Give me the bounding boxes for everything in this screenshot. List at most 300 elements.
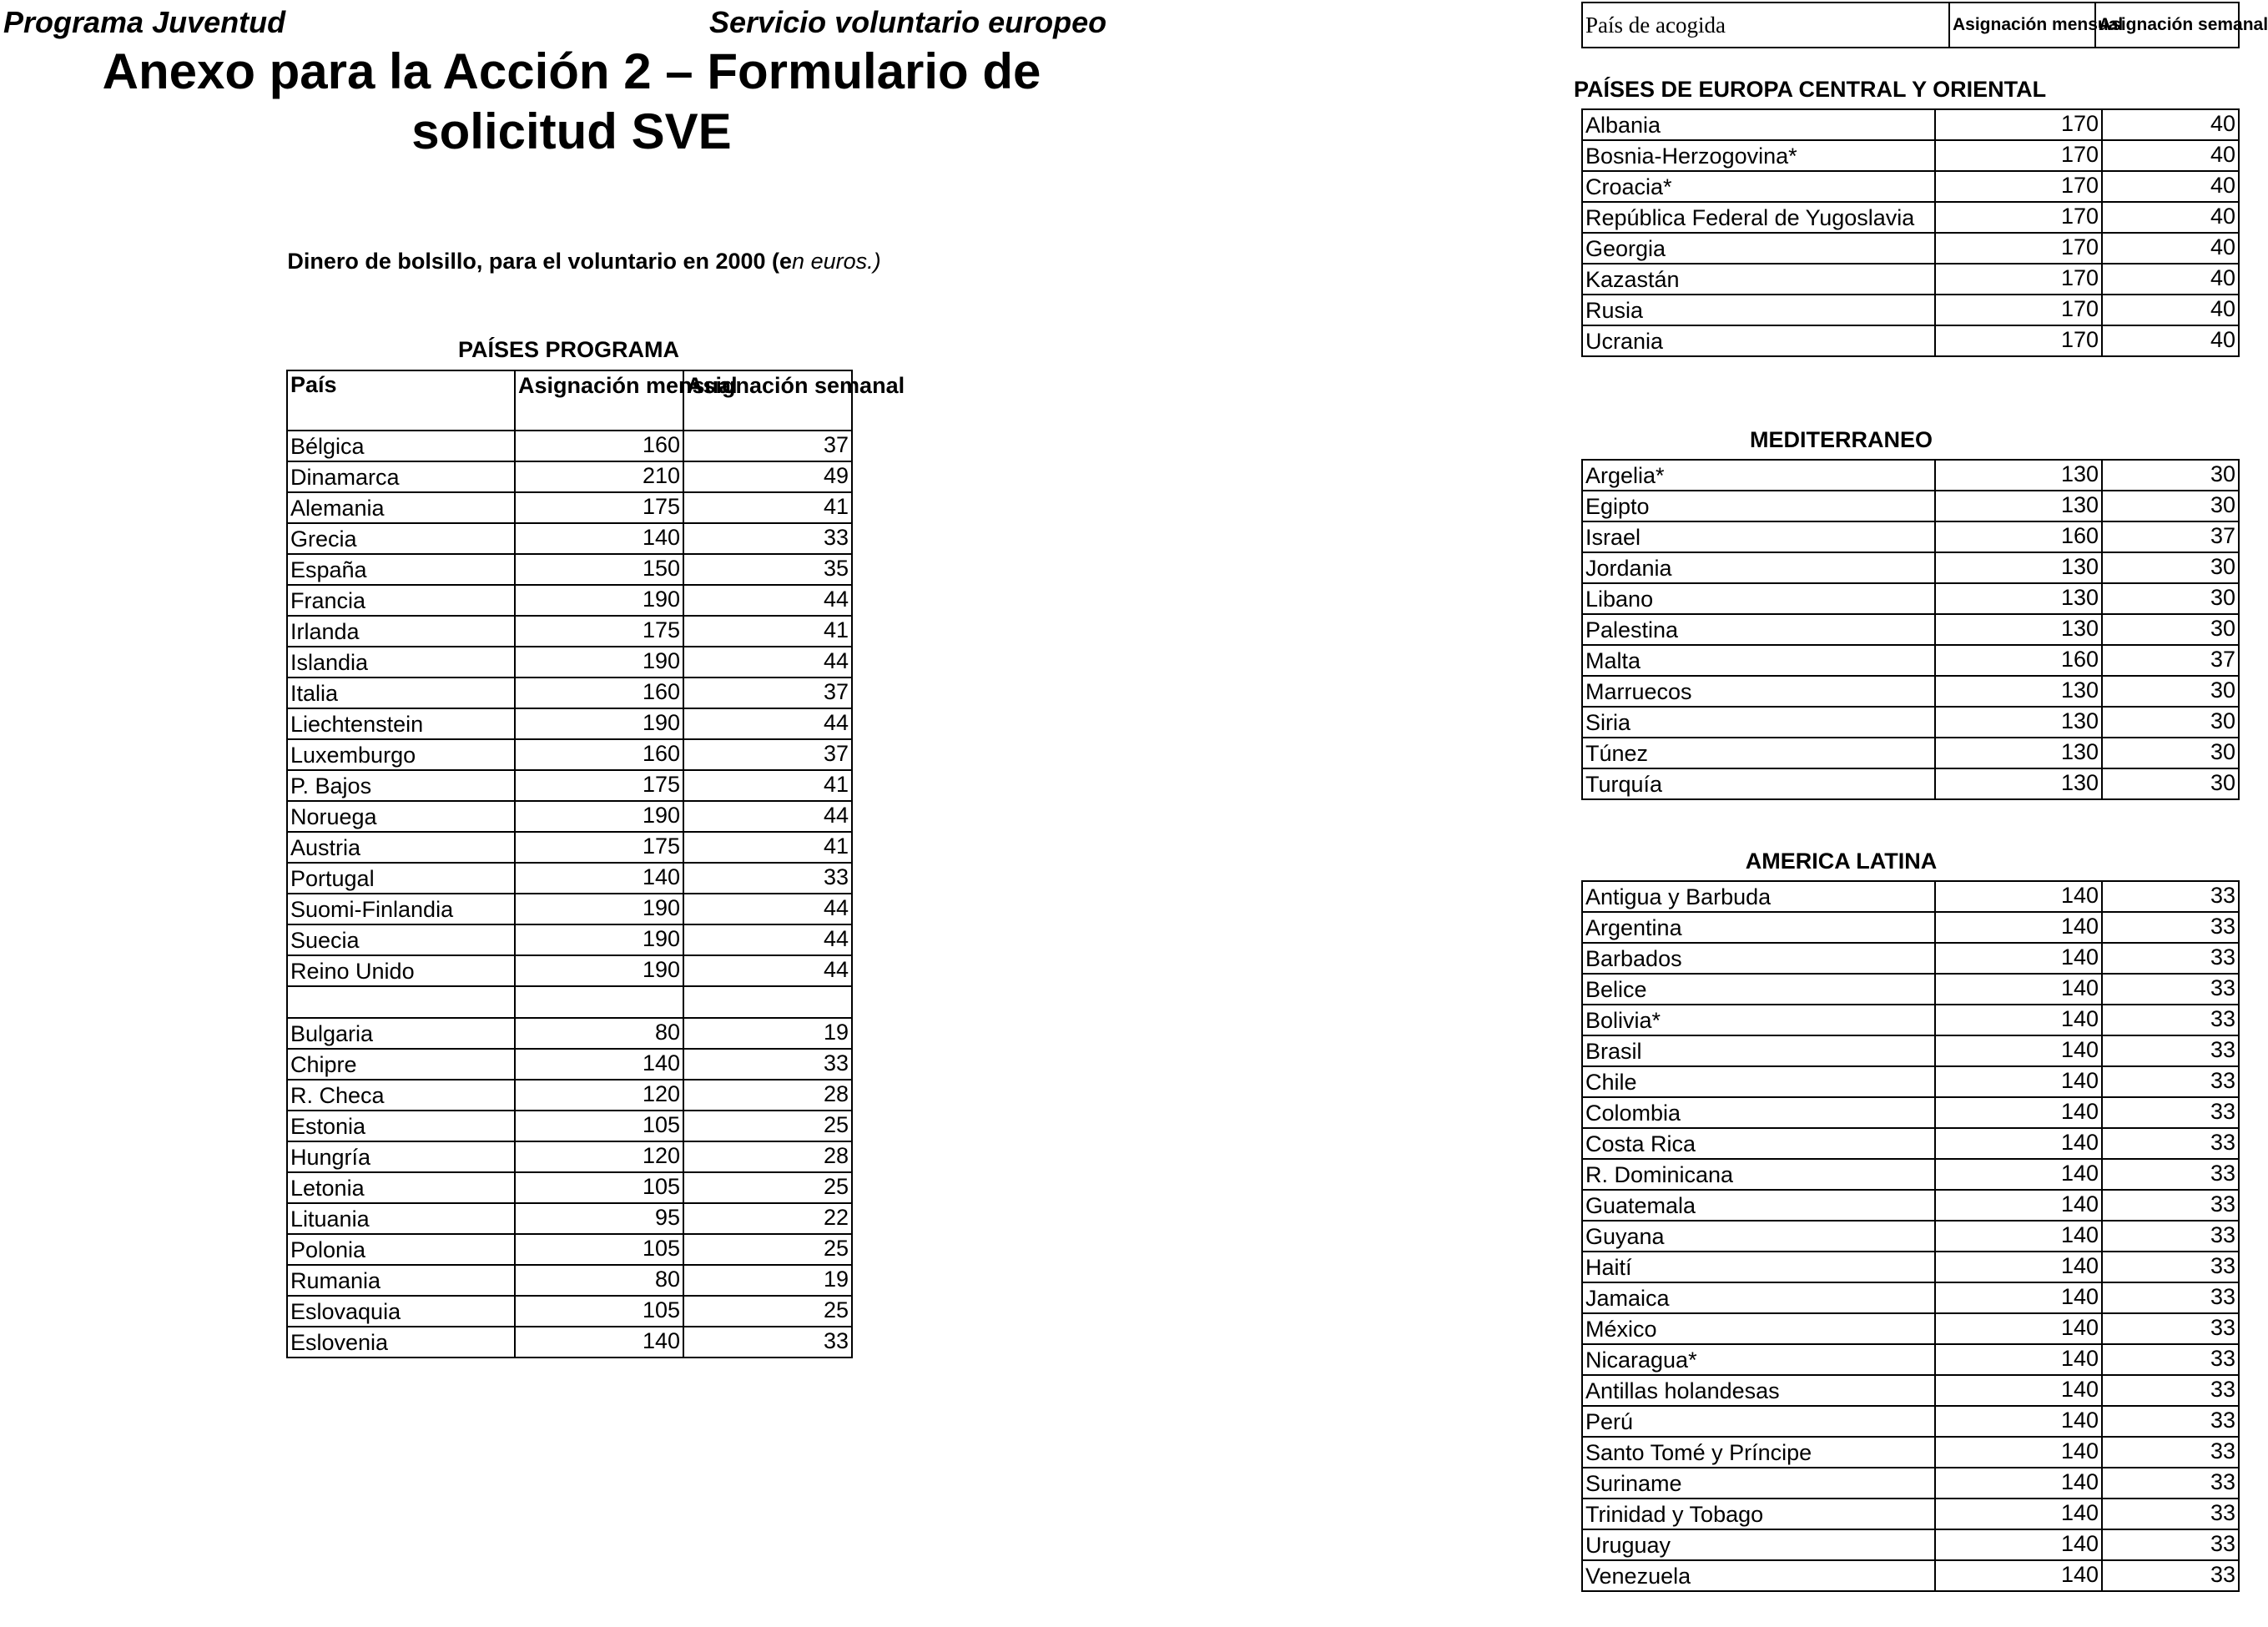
monthly-cell: 190 [515, 708, 683, 739]
country-cell: Brasil [1582, 1035, 1935, 1066]
monthly-cell: 130 [1935, 768, 2102, 799]
table-row [1582, 1128, 2239, 1159]
monthly-cell: 130 [1935, 583, 2102, 614]
page-title [50, 42, 1093, 162]
weekly-cell: 33 [683, 863, 852, 894]
monthly-cell: 105 [515, 1172, 683, 1203]
monthly-cell: 80 [515, 1018, 683, 1049]
monthly-cell: 130 [1935, 491, 2102, 521]
table-row [1582, 583, 2239, 614]
table-row [287, 708, 852, 739]
country-cell: Eslovenia [287, 1327, 515, 1358]
table-row [1582, 1282, 2239, 1313]
weekly-cell: 44 [683, 801, 852, 832]
spacer-row [287, 986, 852, 1018]
monthly-cell: 130 [1935, 738, 2102, 768]
table-row [287, 1327, 852, 1358]
country-cell: Argelia* [1582, 460, 1935, 491]
table-row [287, 1141, 852, 1172]
weekly-cell: 33 [2102, 1437, 2239, 1468]
table-row [1582, 1066, 2239, 1097]
weekly-cell: 30 [2102, 707, 2239, 738]
country-cell: Liechtenstein [287, 708, 515, 739]
country-cell: Italia [287, 677, 515, 708]
country-cell: Suomi-Finlandia [287, 894, 515, 924]
country-cell: Kazastán [1582, 264, 1935, 295]
weekly-cell: 33 [2102, 1406, 2239, 1437]
monthly-cell: 160 [515, 677, 683, 708]
country-cell: Bolivia* [1582, 1005, 1935, 1035]
table-row [1582, 1252, 2239, 1282]
weekly-cell: 25 [683, 1296, 852, 1327]
country-cell: Bélgica [287, 431, 515, 461]
country-cell: Portugal [287, 863, 515, 894]
country-cell: Lituania [287, 1203, 515, 1234]
country-cell: Rusia [1582, 295, 1935, 325]
table-row [287, 585, 852, 616]
monthly-cell: 105 [515, 1111, 683, 1141]
country-cell: Guyana [1582, 1221, 1935, 1252]
country-cell: Argentina [1582, 912, 1935, 943]
weekly-cell: 30 [2102, 614, 2239, 645]
weekly-cell: 37 [683, 431, 852, 461]
table-row [1582, 974, 2239, 1005]
col-header-monthly: Asignación mensual [515, 370, 683, 431]
monthly-cell: 140 [1935, 1097, 2102, 1128]
title-line-2: solicitud SVE [411, 103, 732, 159]
weekly-cell: 25 [683, 1172, 852, 1203]
subtitle-text: Dinero de bolsillo, para el voluntario en 2000 (e [287, 249, 793, 274]
table-row [287, 554, 852, 585]
weekly-cell: 33 [2102, 974, 2239, 1005]
monthly-cell: 170 [1935, 109, 2102, 140]
weekly-cell: 30 [2102, 552, 2239, 583]
monthly-cell: 140 [1935, 1128, 2102, 1159]
empty-cell [515, 986, 683, 1018]
weekly-cell: 37 [2102, 645, 2239, 676]
monthly-cell: 190 [515, 801, 683, 832]
weekly-cell: 28 [683, 1141, 852, 1172]
monthly-cell: 170 [1935, 202, 2102, 233]
monthly-cell: 140 [1935, 1529, 2102, 1560]
weekly-cell: 19 [683, 1018, 852, 1049]
monthly-cell: 170 [1935, 140, 2102, 171]
weekly-cell: 40 [2102, 295, 2239, 325]
weekly-cell: 28 [683, 1080, 852, 1111]
table-row [287, 1111, 852, 1141]
country-cell: Antigua y Barbuda [1582, 881, 1935, 912]
country-cell: Islandia [287, 647, 515, 677]
table-row [1582, 295, 2239, 325]
monthly-cell: 175 [515, 832, 683, 863]
table-row [1582, 109, 2239, 140]
table-row [1582, 738, 2239, 768]
weekly-cell: 40 [2102, 325, 2239, 356]
monthly-cell: 210 [515, 461, 683, 492]
table-row [287, 1296, 852, 1327]
country-cell: Bulgaria [287, 1018, 515, 1049]
table-row [287, 894, 852, 924]
monthly-cell: 170 [1935, 295, 2102, 325]
mediterraneo-section-title: MEDITERRANEO [1749, 427, 1933, 452]
table-row [1582, 1097, 2239, 1128]
table-row [1582, 1159, 2239, 1190]
monthly-cell: 140 [1935, 1190, 2102, 1221]
table-row [287, 770, 852, 801]
table-row [287, 863, 852, 894]
monthly-cell: 140 [515, 1049, 683, 1080]
country-cell: México [1582, 1313, 1935, 1344]
monthly-cell: 140 [1935, 974, 2102, 1005]
monthly-cell: 140 [515, 1327, 683, 1358]
monthly-cell: 140 [1935, 881, 2102, 912]
country-cell: Austria [287, 832, 515, 863]
country-cell: Dinamarca [287, 461, 515, 492]
weekly-cell: 40 [2102, 109, 2239, 140]
europa-central-table [1581, 108, 2240, 357]
monthly-cell: 140 [1935, 1437, 2102, 1468]
table-row [1582, 460, 2239, 491]
host-header-row [1582, 3, 2239, 48]
country-cell: Albania [1582, 109, 1935, 140]
table-row [287, 431, 852, 461]
country-cell: Jordania [1582, 552, 1935, 583]
monthly-cell: 130 [1935, 707, 2102, 738]
country-cell: P. Bajos [287, 770, 515, 801]
monthly-cell: 140 [1935, 1344, 2102, 1375]
programa-section-title: PAÍSES PROGRAMA [457, 337, 680, 362]
subtitle-unit: n euros.) [792, 249, 881, 274]
country-cell: Nicaragua* [1582, 1344, 1935, 1375]
country-cell: España [287, 554, 515, 585]
weekly-cell: 37 [683, 739, 852, 770]
table-row [1582, 202, 2239, 233]
weekly-cell: 37 [2102, 521, 2239, 552]
table-row [1582, 233, 2239, 264]
country-cell: Turquía [1582, 768, 1935, 799]
table-row [1582, 645, 2239, 676]
weekly-cell: 33 [2102, 912, 2239, 943]
table-row [1582, 1468, 2239, 1499]
country-cell: Chile [1582, 1066, 1935, 1097]
table-row [287, 616, 852, 647]
weekly-cell: 49 [683, 461, 852, 492]
weekly-cell: 33 [683, 1049, 852, 1080]
weekly-cell: 33 [2102, 1282, 2239, 1313]
europa-section-title: PAÍSES DE EUROPA CENTRAL Y ORIENTAL [1574, 77, 2047, 102]
weekly-cell: 44 [683, 708, 852, 739]
country-cell: Ucrania [1582, 325, 1935, 356]
country-cell: Suriname [1582, 1468, 1935, 1499]
monthly-cell: 140 [1935, 1252, 2102, 1282]
country-cell: R. Dominicana [1582, 1159, 1935, 1190]
monthly-cell: 140 [1935, 1560, 2102, 1591]
table-row [1582, 171, 2239, 202]
country-cell: Polonia [287, 1234, 515, 1265]
weekly-cell: 40 [2102, 264, 2239, 295]
table-row [1582, 1035, 2239, 1066]
weekly-cell: 33 [2102, 1375, 2239, 1406]
country-cell: Georgia [1582, 233, 1935, 264]
country-cell: Chipre [287, 1049, 515, 1080]
monthly-cell: 170 [1935, 171, 2102, 202]
weekly-cell: 33 [2102, 1313, 2239, 1344]
weekly-cell: 40 [2102, 171, 2239, 202]
monthly-cell: 190 [515, 585, 683, 616]
table-row [287, 955, 852, 986]
weekly-cell: 44 [683, 924, 852, 955]
table-row [1582, 1375, 2239, 1406]
monthly-cell: 80 [515, 1265, 683, 1296]
service-name: Servicio voluntario europeo [709, 5, 1107, 39]
table-row [287, 924, 852, 955]
monthly-cell: 140 [1935, 1035, 2102, 1066]
country-cell: Antillas holandesas [1582, 1375, 1935, 1406]
table-row [287, 647, 852, 677]
weekly-cell: 33 [2102, 1529, 2239, 1560]
monthly-cell: 170 [1935, 233, 2102, 264]
country-cell: Guatemala [1582, 1190, 1935, 1221]
monthly-cell: 140 [1935, 1313, 2102, 1344]
country-cell: Noruega [287, 801, 515, 832]
country-cell: Israel [1582, 521, 1935, 552]
weekly-cell: 41 [683, 832, 852, 863]
monthly-cell: 140 [1935, 943, 2102, 974]
table-row [287, 523, 852, 554]
monthly-cell: 160 [1935, 521, 2102, 552]
table-row [1582, 325, 2239, 356]
country-cell: Rumania [287, 1265, 515, 1296]
table-row [1582, 881, 2239, 912]
weekly-cell: 33 [2102, 1159, 2239, 1190]
monthly-cell: 190 [515, 955, 683, 986]
weekly-cell: 41 [683, 492, 852, 523]
weekly-cell: 30 [2102, 583, 2239, 614]
monthly-cell: 140 [1935, 912, 2102, 943]
country-cell: Luxemburgo [287, 739, 515, 770]
weekly-cell: 33 [2102, 1005, 2239, 1035]
weekly-cell: 33 [2102, 1066, 2239, 1097]
country-cell: Grecia [287, 523, 515, 554]
weekly-cell: 30 [2102, 460, 2239, 491]
host-header-table [1581, 2, 2268, 48]
weekly-cell: 30 [2102, 768, 2239, 799]
monthly-cell: 160 [515, 431, 683, 461]
monthly-cell: 170 [1935, 325, 2102, 356]
monthly-cell: 140 [1935, 1159, 2102, 1190]
country-cell: Bosnia-Herzogovina* [1582, 140, 1935, 171]
table-row [1582, 943, 2239, 974]
weekly-cell: 44 [683, 955, 852, 986]
monthly-cell: 130 [1935, 614, 2102, 645]
country-cell: República Federal de Yugoslavia [1582, 202, 1935, 233]
weekly-cell: 33 [2102, 1128, 2239, 1159]
table-row [1582, 1529, 2239, 1560]
country-cell: Venezuela [1582, 1560, 1935, 1591]
programa-header-row [287, 370, 852, 431]
weekly-cell: 40 [2102, 140, 2239, 171]
country-cell: Eslovaquia [287, 1296, 515, 1327]
table-row [1582, 768, 2239, 799]
table-row [287, 492, 852, 523]
table-row [287, 832, 852, 863]
monthly-cell: 140 [515, 523, 683, 554]
country-cell: Francia [287, 585, 515, 616]
country-cell: Siria [1582, 707, 1935, 738]
table-row [1582, 1344, 2239, 1375]
monthly-cell: 175 [515, 616, 683, 647]
table-row [1582, 1005, 2239, 1035]
country-cell: Irlanda [287, 616, 515, 647]
monthly-cell: 140 [1935, 1406, 2102, 1437]
monthly-cell: 140 [1935, 1005, 2102, 1035]
monthly-cell: 140 [1935, 1221, 2102, 1252]
table-row [1582, 1221, 2239, 1252]
country-cell: Palestina [1582, 614, 1935, 645]
table-row [1582, 140, 2239, 171]
monthly-cell: 140 [1935, 1468, 2102, 1499]
table-row [287, 1080, 852, 1111]
monthly-cell: 150 [515, 554, 683, 585]
empty-cell [287, 986, 515, 1018]
country-cell: Croacia* [1582, 171, 1935, 202]
monthly-cell: 95 [515, 1203, 683, 1234]
monthly-cell: 140 [1935, 1375, 2102, 1406]
weekly-cell: 33 [2102, 881, 2239, 912]
country-cell: Hungría [287, 1141, 515, 1172]
monthly-cell: 175 [515, 492, 683, 523]
country-cell: Malta [1582, 645, 1935, 676]
table-row [287, 1265, 852, 1296]
country-cell: Reino Unido [287, 955, 515, 986]
monthly-cell: 190 [515, 647, 683, 677]
table-row [287, 461, 852, 492]
weekly-cell: 33 [2102, 1035, 2239, 1066]
weekly-cell: 25 [683, 1234, 852, 1265]
host-col-country: País de acogida [1582, 3, 1949, 48]
country-cell: Estonia [287, 1111, 515, 1141]
table-row [1582, 264, 2239, 295]
weekly-cell: 19 [683, 1265, 852, 1296]
monthly-cell: 140 [1935, 1066, 2102, 1097]
host-col-weekly: Asignación semanal [2095, 3, 2239, 48]
america-latina-section-title: AMERICA LATINA [1745, 849, 1938, 874]
table-row [287, 1234, 852, 1265]
weekly-cell: 30 [2102, 491, 2239, 521]
table-row [287, 1203, 852, 1234]
country-cell: Letonia [287, 1172, 515, 1203]
weekly-cell: 33 [2102, 1190, 2239, 1221]
table-row [1582, 1560, 2239, 1591]
weekly-cell: 33 [2102, 1221, 2239, 1252]
table-row [1582, 707, 2239, 738]
col-header-country: País [287, 370, 515, 431]
country-cell: R. Checa [287, 1080, 515, 1111]
monthly-cell: 120 [515, 1141, 683, 1172]
country-cell: Egipto [1582, 491, 1935, 521]
table-row [1582, 491, 2239, 521]
weekly-cell: 44 [683, 647, 852, 677]
weekly-cell: 41 [683, 770, 852, 801]
country-cell: Alemania [287, 492, 515, 523]
country-cell: Haití [1582, 1252, 1935, 1282]
weekly-cell: 22 [683, 1203, 852, 1234]
empty-cell [683, 986, 852, 1018]
monthly-cell: 120 [515, 1080, 683, 1111]
country-cell: Santo Tomé y Príncipe [1582, 1437, 1935, 1468]
america-latina-table [1581, 880, 2240, 1592]
table-row [287, 677, 852, 708]
title-line-1: Anexo para la Acción 2 – Formulario de [102, 43, 1041, 99]
table-row [1582, 676, 2239, 707]
table-row [1582, 552, 2239, 583]
programa-table [286, 370, 905, 1358]
country-cell: Costa Rica [1582, 1128, 1935, 1159]
table-row [1582, 1313, 2239, 1344]
weekly-cell: 33 [2102, 1468, 2239, 1499]
weekly-cell: 25 [683, 1111, 852, 1141]
monthly-cell: 160 [1935, 645, 2102, 676]
table-row [287, 1018, 852, 1049]
weekly-cell: 41 [683, 616, 852, 647]
weekly-cell: 30 [2102, 738, 2239, 768]
weekly-cell: 33 [2102, 1097, 2239, 1128]
country-cell: Suecia [287, 924, 515, 955]
weekly-cell: 40 [2102, 233, 2239, 264]
country-cell: Uruguay [1582, 1529, 1935, 1560]
table-row [287, 801, 852, 832]
country-cell: Túnez [1582, 738, 1935, 768]
monthly-cell: 140 [1935, 1499, 2102, 1529]
weekly-cell: 33 [2102, 1560, 2239, 1591]
weekly-cell: 44 [683, 585, 852, 616]
table-row [1582, 1406, 2239, 1437]
table-row [1582, 521, 2239, 552]
country-cell: Perú [1582, 1406, 1935, 1437]
monthly-cell: 130 [1935, 552, 2102, 583]
table-row [287, 1049, 852, 1080]
weekly-cell: 35 [683, 554, 852, 585]
country-cell: Barbados [1582, 943, 1935, 974]
monthly-cell: 130 [1935, 460, 2102, 491]
weekly-cell: 33 [2102, 1499, 2239, 1529]
mediterraneo-table [1581, 459, 2240, 800]
program-name: Programa Juventud [3, 5, 286, 39]
weekly-cell: 33 [683, 1327, 852, 1358]
weekly-cell: 37 [683, 677, 852, 708]
weekly-cell: 33 [2102, 1252, 2239, 1282]
country-cell: Colombia [1582, 1097, 1935, 1128]
monthly-cell: 105 [515, 1296, 683, 1327]
monthly-cell: 175 [515, 770, 683, 801]
table-row [287, 739, 852, 770]
country-cell: Marruecos [1582, 676, 1935, 707]
weekly-cell: 44 [683, 894, 852, 924]
country-cell: Libano [1582, 583, 1935, 614]
weekly-cell: 33 [2102, 1344, 2239, 1375]
table-row [1582, 1437, 2239, 1468]
monthly-cell: 160 [515, 739, 683, 770]
weekly-cell: 33 [683, 523, 852, 554]
country-cell: Jamaica [1582, 1282, 1935, 1313]
page-subtitle [0, 249, 1168, 275]
table-row [1582, 1190, 2239, 1221]
weekly-cell: 33 [2102, 943, 2239, 974]
monthly-cell: 140 [515, 863, 683, 894]
country-cell: Trinidad y Tobago [1582, 1499, 1935, 1529]
monthly-cell: 190 [515, 924, 683, 955]
monthly-cell: 105 [515, 1234, 683, 1265]
